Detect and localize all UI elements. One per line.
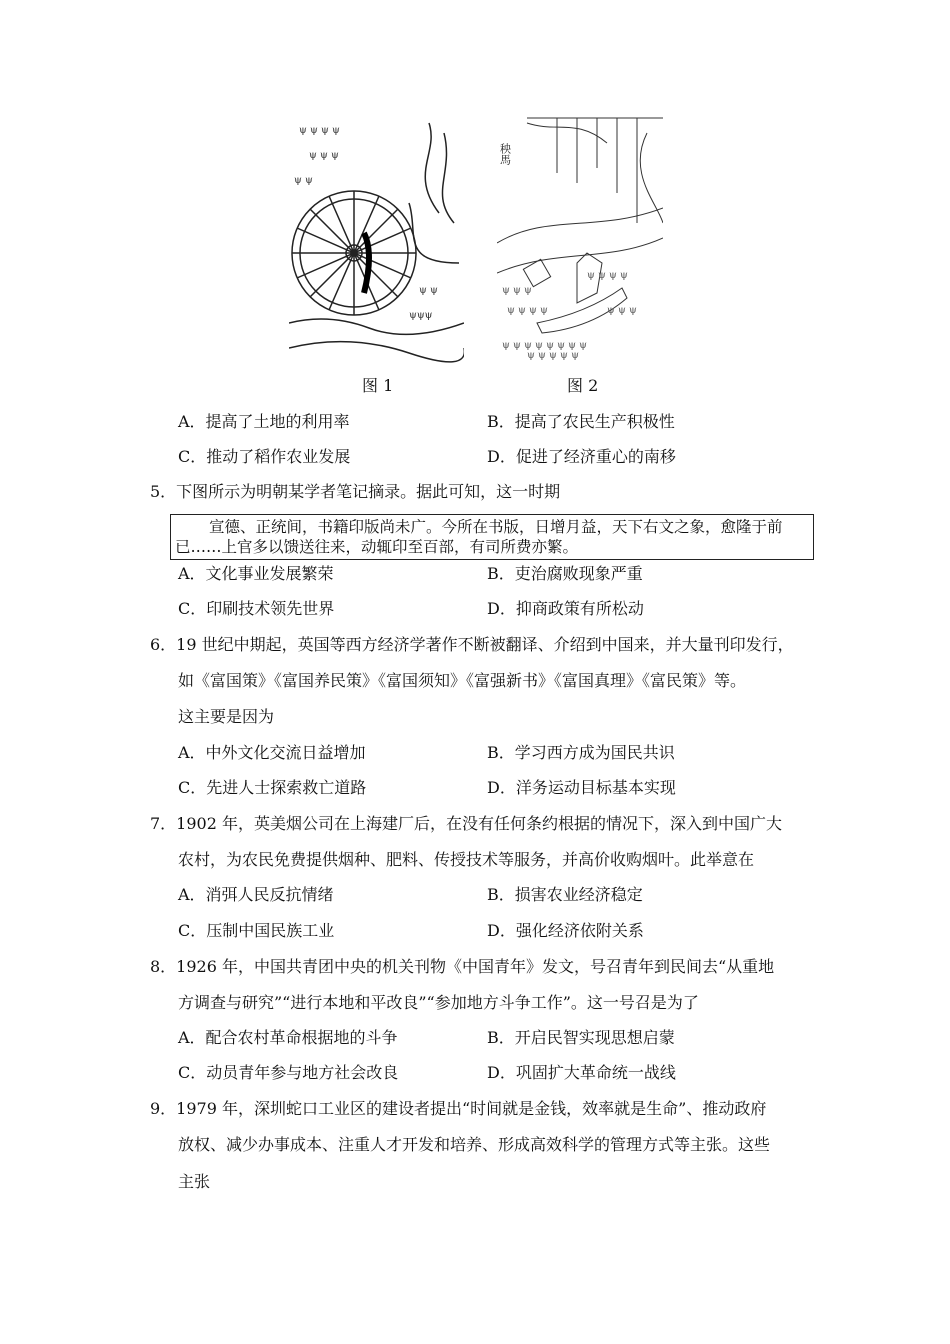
- svg-text:ψ ψ ψ ψ: ψ ψ ψ ψ: [507, 305, 548, 316]
- q6-option-c: C．先进人士探索救亡道路: [178, 778, 367, 797]
- q7-option-c: C．压制中国民族工业: [178, 921, 335, 940]
- q6-stem-line: 如《富国策》《富国养民策》《富国须知》《富强新书》《富国真理》《富民策》等。: [178, 671, 747, 690]
- q6-stem-line: 这主要是因为: [178, 707, 275, 726]
- q6-stem-line: 6．19 世纪中期起，英国等西方经济学著作不断被翻译、介绍到中国来，并大量刊印发行，: [150, 635, 794, 654]
- q5-option-d: D．抑商政策有所松动: [487, 599, 644, 618]
- svg-text:ψψψ: ψψψ: [409, 310, 433, 321]
- q5-option-c: C．印刷技术领先世界: [178, 599, 335, 618]
- q7-option-d: D．强化经济依附关系: [487, 921, 644, 940]
- q5-quote-box: [170, 514, 814, 560]
- svg-text:ψ ψ: ψ ψ: [419, 285, 438, 296]
- q8-option-b: B．开启民智实现思想启蒙: [487, 1028, 675, 1047]
- q4-option-d: D．促进了经济重心的南移: [487, 447, 676, 466]
- q6-option-b: B．学习西方成为国民共识: [487, 743, 675, 762]
- svg-text:ψ ψ ψ: ψ ψ ψ: [309, 150, 339, 161]
- svg-text:ψ ψ ψ: ψ ψ ψ: [607, 305, 637, 316]
- svg-text:ψ ψ: ψ ψ: [294, 175, 313, 186]
- q5-option-b: B．吏治腐败现象严重: [487, 564, 643, 583]
- figure-2-yangma-illustration: [497, 113, 663, 363]
- q5-quote-line: 宣德、正统间，书籍印版尚未广。今所在书版，日增月益，天下右文之象，愈隆于前: [209, 518, 783, 536]
- q6-option-d: D．洋务运动目标基本实现: [487, 778, 676, 797]
- q4-option-a: A．提高了土地的利用率: [178, 412, 350, 431]
- svg-text:ψ ψ ψ: ψ ψ ψ: [502, 285, 532, 296]
- figure-2-label: 秧馬: [498, 143, 512, 165]
- q8-option-c: C．动员青年参与地方社会改良: [178, 1063, 399, 1082]
- svg-text:ψ ψ ψ ψ ψ: ψ ψ ψ ψ ψ: [527, 350, 579, 361]
- q8-option-a: A．配合农村革命根据地的斗争: [178, 1028, 398, 1047]
- q4-option-b: B．提高了农民生产积极性: [487, 412, 675, 431]
- q7-stem-line: 7．1902 年，英美烟公司在上海建厂后，在没有任何条约根据的情况下，深入到中国广大: [150, 814, 782, 833]
- svg-text:ψ ψ ψ ψ: ψ ψ ψ ψ: [299, 125, 340, 136]
- figure-1-waterwheel-illustration: [289, 113, 464, 363]
- q7-stem-line: 农村，为农民免费提供烟种、肥料、传授技术等服务，并高价收购烟叶。此举意在: [178, 850, 755, 869]
- figure-1-caption: 图 1: [362, 376, 394, 395]
- svg-text:ψ ψ ψ ψ ψ ψ ψ ψ: ψ ψ ψ ψ ψ ψ ψ ψ: [502, 340, 587, 351]
- q5-quote-line: 已……上官多以馈送往来，动辄印至百部，有司所费亦繁。: [175, 538, 579, 556]
- q7-option-a: A．消弭人民反抗情绪: [178, 885, 334, 904]
- q9-stem-line: 主张: [178, 1172, 211, 1191]
- q5-stem: 5．下图所示为明朝某学者笔记摘录。据此可知，这一时期: [150, 482, 561, 501]
- q9-stem-line: 9．1979 年，深圳蛇口工业区的建设者提出“时间就是金钱，效率就是生命”、推动政府: [150, 1099, 767, 1118]
- q5-option-a: A．文化事业发展繁荣: [178, 564, 334, 583]
- q4-option-c: C．推动了稻作农业发展: [178, 447, 351, 466]
- q6-option-a: A．中外文化交流日益增加: [178, 743, 366, 762]
- svg-text:ψ ψ ψ ψ: ψ ψ ψ ψ: [587, 270, 628, 281]
- figure-2-caption: 图 2: [567, 376, 599, 395]
- q9-stem-line: 放权、减少办事成本、注重人才开发和培养、形成高效科学的管理方式等主张。这些: [178, 1135, 771, 1154]
- q8-stem-line: 方调查与研究”“进行本地和平改良”“参加地方斗争工作”。这一号召是为了: [178, 993, 699, 1012]
- q8-stem-line: 8．1926 年，中国共青团中央的机关刊物《中国青年》发文，号召青年到民间去“从重地: [150, 957, 775, 976]
- q8-option-d: D．巩固扩大革命统一战线: [487, 1063, 676, 1082]
- q7-option-b: B．损害农业经济稳定: [487, 885, 643, 904]
